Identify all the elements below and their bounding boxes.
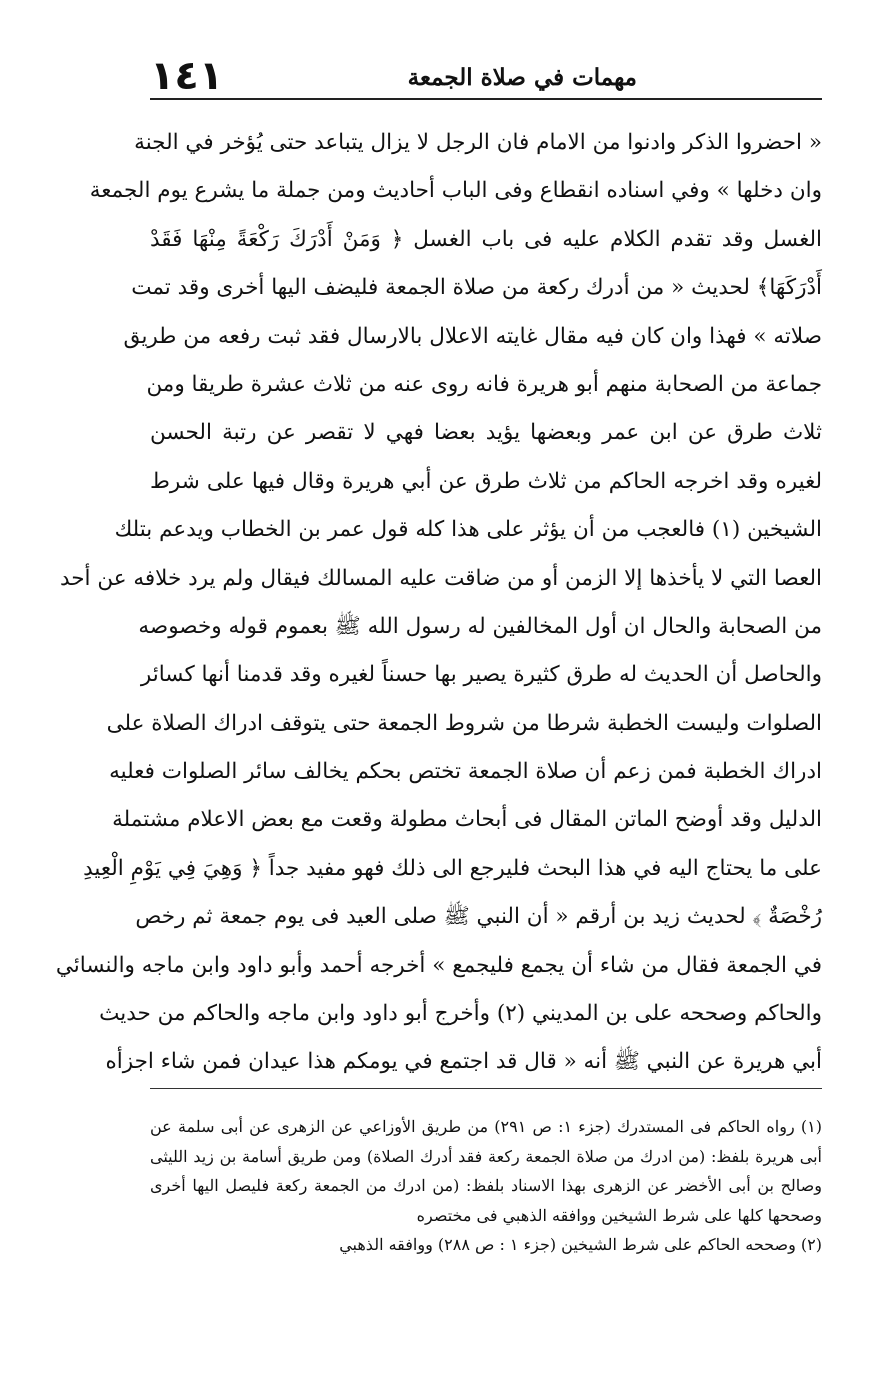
text-line: صلاته » فهذا وان كان فيه مقال غايته الاعلال بالارسال فقد ثبت رفعه من طريق [123,323,822,349]
header-rule [150,98,822,100]
text-line: رُخْصَةٌ ﴾ لحديث زيد بن أرقم « أن النبي ﷺ صلى العيد فى يوم جمعة ثم رخص [135,904,822,930]
text-line: الغسل وقد تقدم الكلام عليه فى باب الغسل ﴿ وَمَنْ أَدْرَكَ رَكْعَةً مِنْهَا فَقَدْ [150,226,822,252]
text-line: جماعة من الصحابة منهم أبو هريرة فانه روى عنه من ثلاث عشرة طريقا ومن [146,371,822,397]
text-line: العصا التي لا يأخذها إلا الزمن أو من ضاقت عليه المسالك فيقال ولم يرد خلافه عن أحد [59,565,822,591]
running-title: مهمات في صلاة الجمعة [407,64,637,91]
page-header [150,52,822,98]
text-line: لغيره وقد اخرجه الحاكم من ثلاث طرق عن أبي هريرة وقال فيها على شرط [150,468,822,494]
footnote-line: وصالح بن أبى الأخضر عن الزهرى بهذا الاسناد بلفظ: (من ادرك من الجمعة ركعة فليصل اليها أخرى [150,1176,822,1195]
text-line: والحاصل أن الحديث له طرق كثيرة يصير بها حسناً لغيره وقد قدمنا أنها كسائر [140,662,822,688]
footnotes [150,1112,822,1260]
text-line: وان دخلها » وفي اسناده انقطاع وفى الباب أحاديث ومن جملة ما يشرع يوم الجمعة [89,178,822,204]
text-line: من الصحابة والحال ان أول المخالفين له رسول الله ﷺ بعموم قوله وخصوصه [138,613,822,639]
text-line: أَدْرَكَهَا﴾ لحديث « من أدرك ركعة من صلاة الجمعة فليضف اليها أخرى وقد تمت [131,275,822,301]
footnote-line: (٢) وصححه الحاكم على شرط الشيخين (جزء ١ : ص ٢٨٨) ووافقه الذهبي [339,1235,822,1254]
text-line: الدليل وقد أوضح الماتن المقال فى أبحاث مطولة وقعت مع بعض الاعلام مشتملة [112,807,822,833]
main-text [55,119,822,1087]
text-line: ادراك الخطبة فمن زعم أن صلاة الجمعة تختص بحكم يخالف سائر الصلوات فعليه [109,759,822,785]
page-number: ١٤١ [150,53,224,99]
text-line: على ما يحتاج اليه في هذا البحث فليرجع الى ذلك فهو مفيد جداً ﴿ وَهِيَ فِي يَوْمِ الْعِيدِ [83,855,822,881]
text-line: والحاكم وصححه على بن المديني (٢) وأخرج أبو داود وابن ماجه والحاكم من حديث [99,1001,822,1027]
text-line: أبي هريرة عن النبي ﷺ أنه « قال قد اجتمع في يومكم هذا عيدان فمن شاء اجزأه [105,1049,822,1075]
text-line: الشيخين (١) فالعجب من أن يؤثر على هذا كله قول عمر بن الخطاب ويدعم بتلك [114,517,822,543]
footnote-rule [150,1088,822,1089]
footnote-line: (١) رواه الحاكم فى المستدرك (جزء ١: ص ٢٩١) من طريق الأوزاعي عن الزهرى عن أبى سلمة عن [150,1117,823,1136]
text-line: ثلاث طرق عن ابن عمر وبعضها يؤيد بعضا فهي لا تقصر عن رتبة الحسن [150,420,822,446]
text-line: الصلوات وليست الخطبة شرطا من شروط الجمعة حتى يتوقف ادراك الصلاة على [106,710,822,736]
text-line: « احضروا الذكر وادنوا من الامام فان الرجل لا يزال يتباعد حتى يُؤخر في الجنة [134,130,822,155]
text-line: في الجمعة فقال من شاء أن يجمع فليجمع » أخرجه أحمد وأبو داود وابن ماجه والنسائي [55,952,822,978]
footnote-line: أبى هريرة بلفظ: (من ادرك من صلاة الجمعة ركعة فقد أدرك الصلاة) ومن طريق أسامة بن زيد الليثى [150,1146,822,1166]
footnote-line: وصححها كلها على شرط الشيخين ووافقه الذهبي فى مختصره [416,1205,822,1225]
